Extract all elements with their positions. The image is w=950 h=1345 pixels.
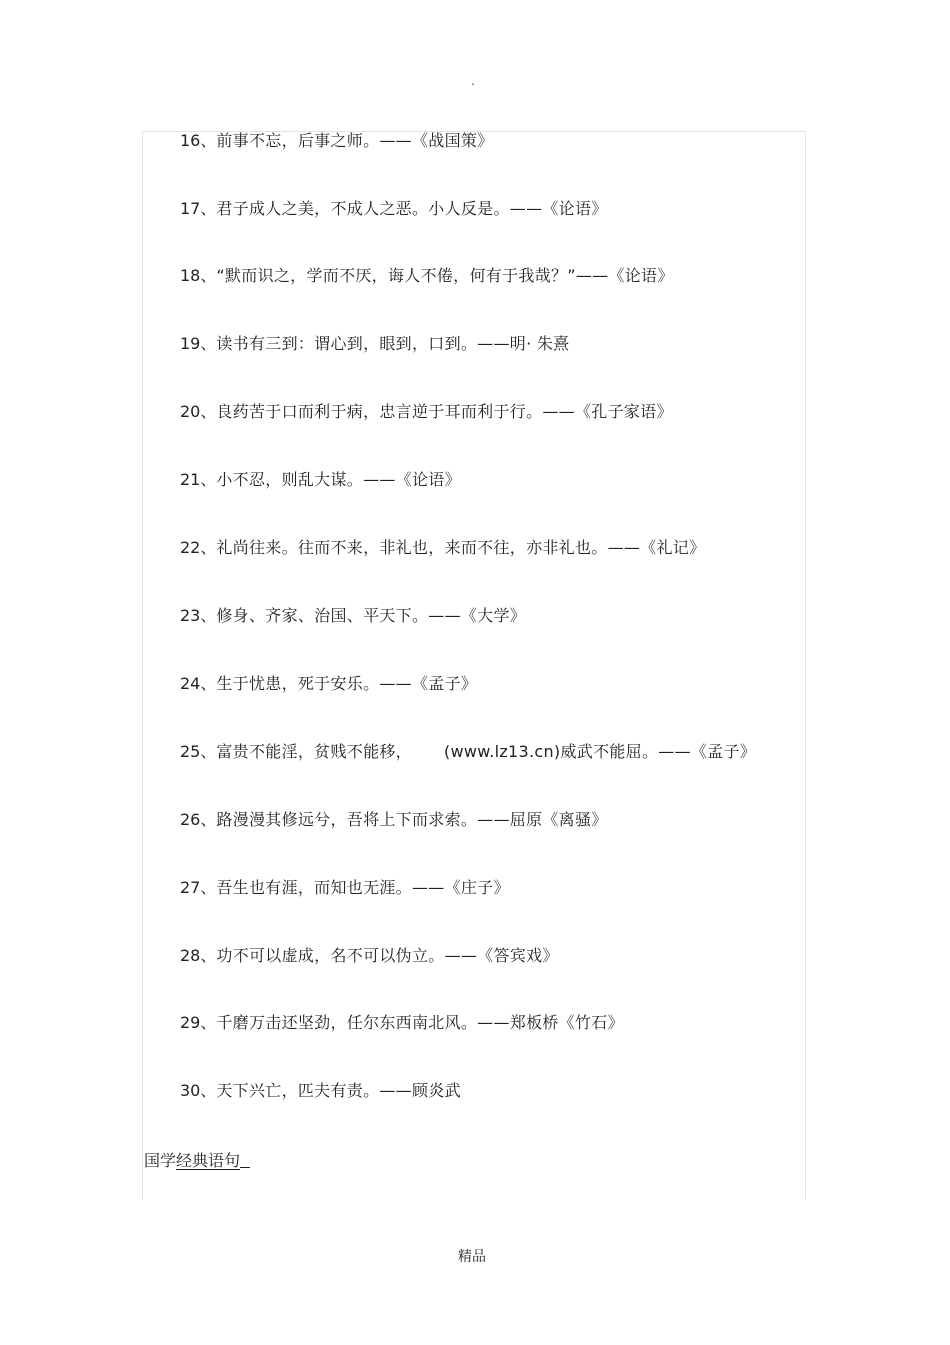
quote-text: 小不忍，则乱大谋。——《论语》 bbox=[216, 470, 461, 489]
quote-number: 26、 bbox=[180, 810, 217, 829]
quote-number: 29、 bbox=[180, 1013, 217, 1032]
quote-item bbox=[180, 470, 461, 490]
content-frame bbox=[142, 131, 806, 1199]
quote-number: 27、 bbox=[180, 878, 217, 897]
quote-text: 君子成人之美，不成人之恶。小人反是。——《论语》 bbox=[216, 199, 608, 218]
quote-number: 18、 bbox=[180, 266, 217, 285]
quote-text: 路漫漫其修远兮，吾将上下而求索。——屈原《离骚》 bbox=[216, 810, 608, 829]
section-heading[interactable] bbox=[144, 1151, 250, 1171]
quote-number: 28、 bbox=[180, 946, 217, 965]
section-heading-prefix: 国学 bbox=[144, 1151, 177, 1170]
quote-item bbox=[180, 131, 493, 151]
quote-number: 22、 bbox=[180, 538, 217, 557]
quote-number: 17、 bbox=[180, 199, 217, 218]
quote-item bbox=[180, 878, 510, 898]
quote-item bbox=[180, 538, 705, 558]
quote-text: 天下兴亡，匹夫有责。——顾炎武 bbox=[216, 1081, 461, 1100]
quote-text-tail: 威武不能屈。——《孟子》 bbox=[560, 742, 757, 761]
quote-text: 礼尚往来。往而不来，非礼也，来而不往，亦非礼也。——《礼记》 bbox=[216, 538, 706, 557]
section-heading-link[interactable]: 经典语句 bbox=[176, 1151, 241, 1170]
quote-text: 良药苦于口而利于病，忠言逆于耳而利于行。——《孔子家语》 bbox=[216, 402, 673, 421]
quote-item bbox=[180, 199, 608, 219]
quote-text: 前事不忘，后事之师。——《战国策》 bbox=[216, 131, 494, 150]
quote-text: 千磨万击还坚劲，任尔东西南北风。——郑板桥《竹石》 bbox=[216, 1013, 624, 1032]
quote-text: 修身、齐家、治国、平天下。——《大学》 bbox=[216, 606, 527, 625]
quote-item bbox=[180, 1013, 624, 1033]
quote-number: 19、 bbox=[180, 334, 217, 353]
quote-number: 21、 bbox=[180, 470, 217, 489]
underline-trail bbox=[240, 1151, 250, 1168]
quote-item bbox=[180, 810, 608, 830]
quote-text: 功不可以虚成，名不可以伪立。——《答宾戏》 bbox=[216, 946, 559, 965]
quote-item bbox=[180, 946, 559, 966]
quote-item bbox=[180, 742, 756, 762]
quote-item bbox=[180, 334, 569, 354]
quote-number: 20、 bbox=[180, 402, 217, 421]
page-footer-label: 精品 bbox=[458, 1249, 486, 1265]
quote-url-link[interactable]: (www.lz13.cn) bbox=[443, 742, 561, 761]
quote-text: 生于忧患，死于安乐。——《孟子》 bbox=[216, 674, 478, 693]
quote-text: 吾生也有涯，而知也无涯。——《庄子》 bbox=[216, 878, 510, 897]
quote-number: 16、 bbox=[180, 131, 217, 150]
quote-text: 读书有三到：谓心到，眼到，口到。——明· 朱熹 bbox=[216, 334, 570, 353]
quote-item bbox=[180, 1081, 461, 1101]
quote-item bbox=[180, 674, 477, 694]
quote-number: 30、 bbox=[180, 1081, 217, 1100]
quote-item bbox=[180, 606, 526, 626]
quote-item bbox=[180, 266, 674, 286]
quote-number: 25、 bbox=[180, 742, 217, 761]
quote-item bbox=[180, 402, 673, 422]
quote-text: 富贵不能淫，贫贱不能移， bbox=[216, 742, 412, 761]
quote-number: 24、 bbox=[180, 674, 217, 693]
quote-text: “默而识之，学而不厌，诲人不倦，何有于我哉？”——《论语》 bbox=[216, 266, 674, 285]
header-dot: . bbox=[471, 74, 475, 88]
quote-number: 23、 bbox=[180, 606, 217, 625]
